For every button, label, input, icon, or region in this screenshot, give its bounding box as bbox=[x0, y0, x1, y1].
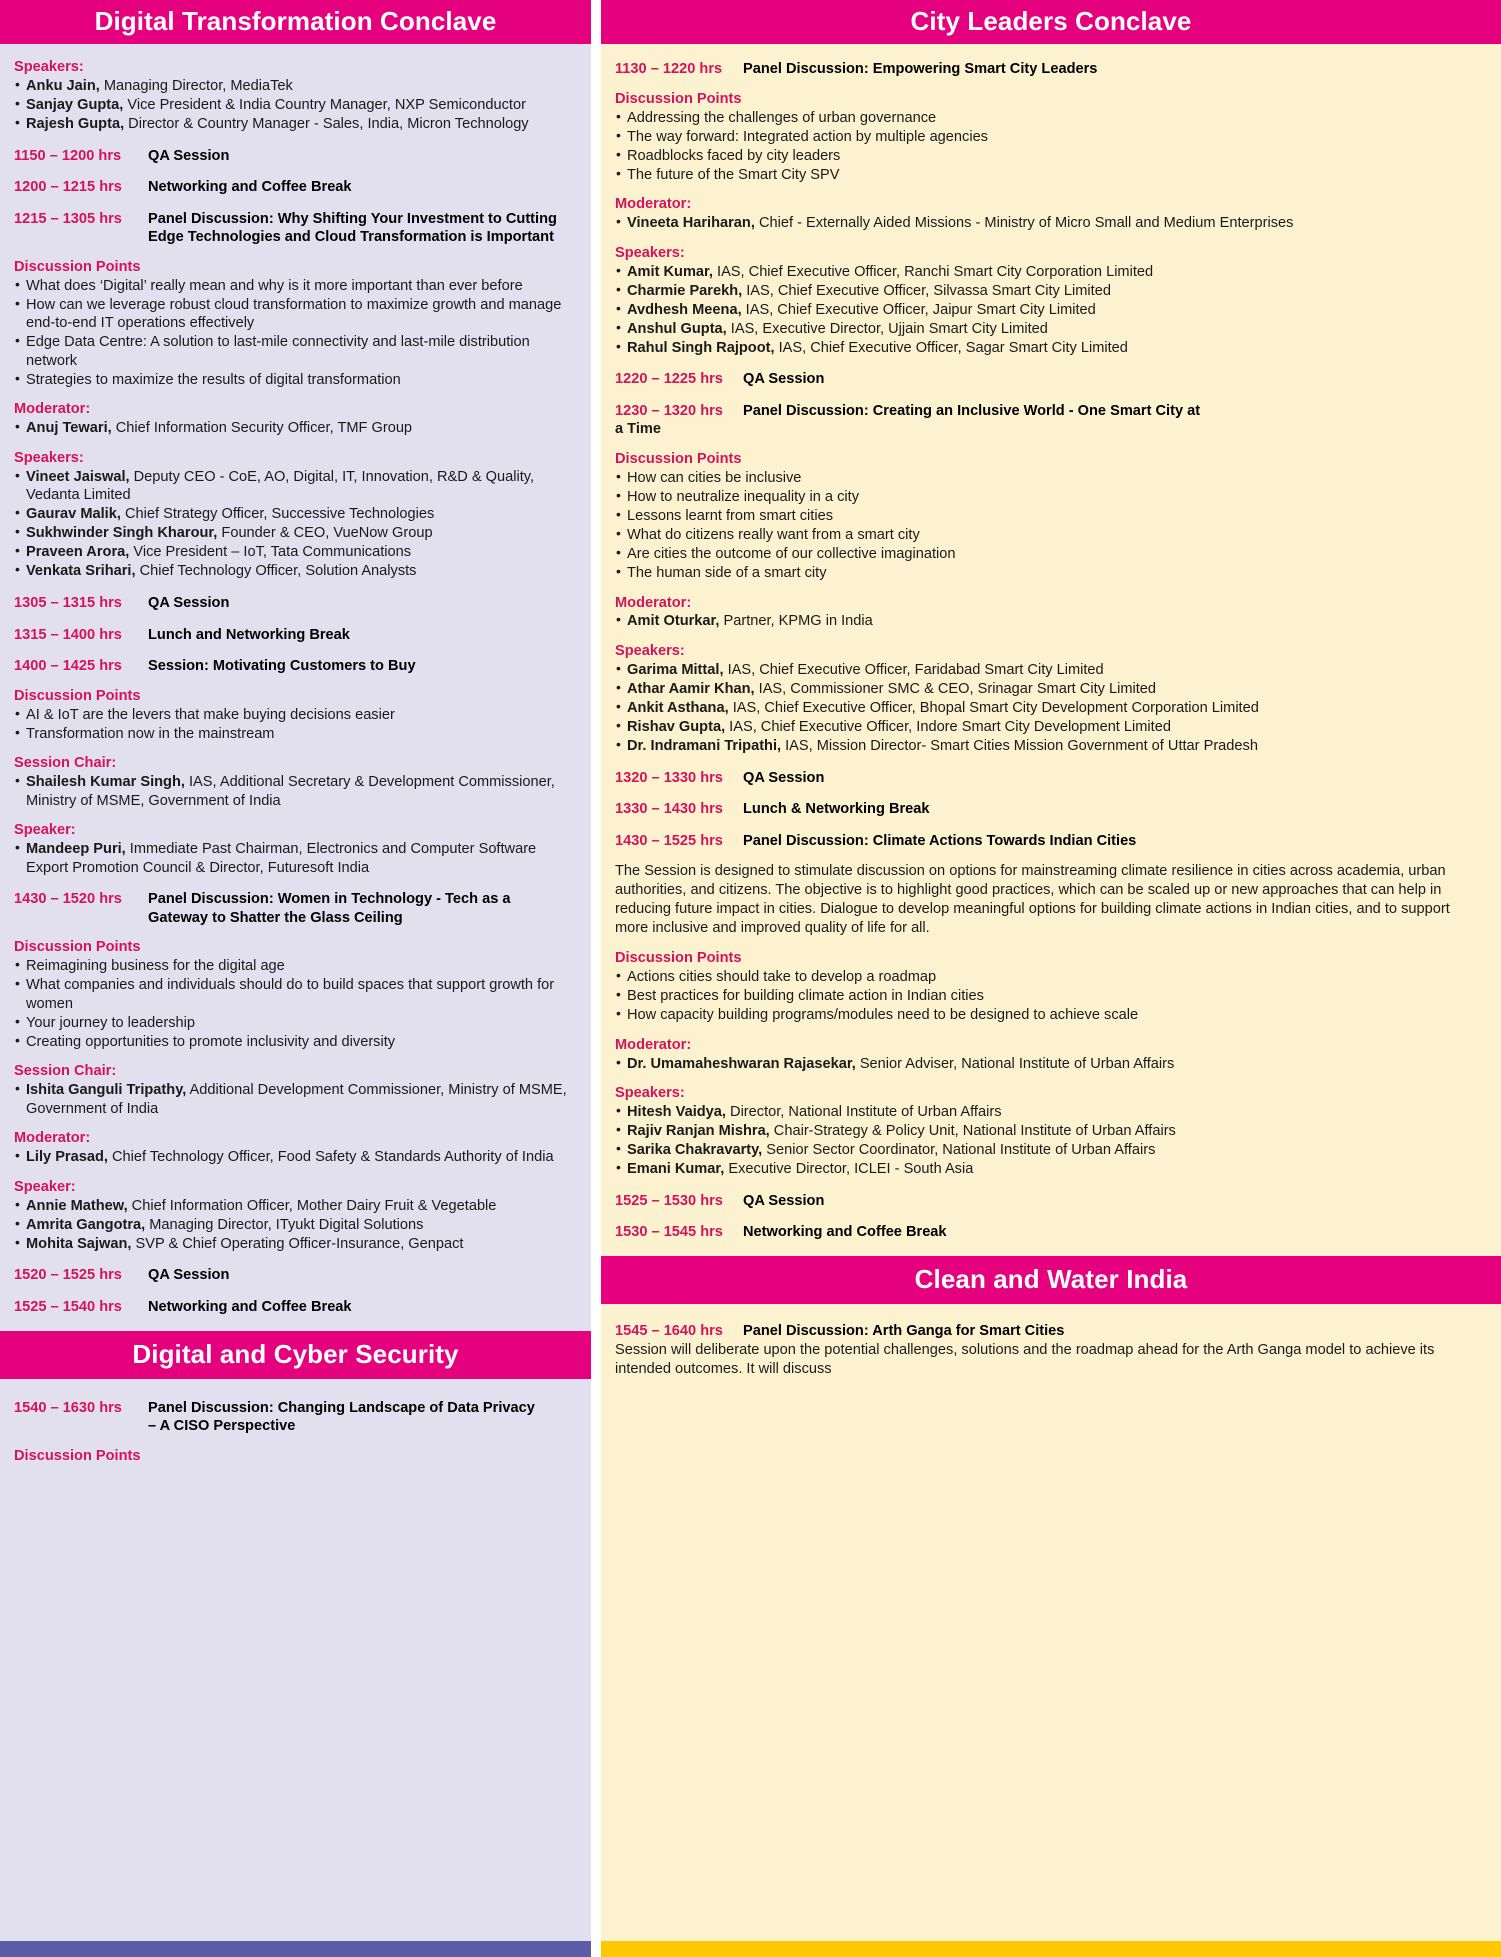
session-chair-list-2 bbox=[14, 1081, 577, 1118]
list-item: • The future of the Smart City SPV bbox=[615, 166, 1487, 185]
banner-digital-and-cyber-security: Digital and Cyber Security bbox=[0, 1331, 591, 1379]
speakers-label: Speakers: bbox=[615, 1085, 685, 1102]
person-name: Lily Prasad, bbox=[26, 1149, 108, 1166]
list-item bbox=[14, 468, 577, 505]
session-time: 1315 – 1400 hrs bbox=[14, 626, 122, 643]
session-title: Networking and Coffee Break bbox=[148, 179, 352, 196]
list-item bbox=[615, 1103, 1487, 1122]
person-role: Partner, KPMG in India bbox=[719, 613, 873, 630]
session-row bbox=[615, 370, 1487, 389]
person-name: Rahul Singh Rajpoot, bbox=[627, 339, 775, 356]
session-row bbox=[14, 1266, 577, 1285]
moderator-list-2 bbox=[615, 612, 1487, 631]
person-role: Immediate Past Chairman, Electronics and Computer Software Export Promotion Council & Director, Futuresoft India bbox=[26, 841, 537, 876]
session-description: The Session is designed to stimulate discussion on options for mainstreaming climate resilience in cities across academia, urban authorities, and citizens. The objective is to highlight good practices, which can be scaled up or new approaches that can help in reducing future impact in cities. Dialogue to develop meaningful options for building climate actions in Indian cities, and to support more inclusive and improved quality of life for all. bbox=[615, 863, 1450, 937]
banner-city-leaders-conclave: City Leaders Conclave bbox=[601, 0, 1501, 44]
list-item bbox=[14, 1081, 577, 1118]
moderator-label: Moderator: bbox=[615, 594, 692, 611]
clean-and-water-india-panel bbox=[601, 1304, 1501, 1941]
speakers-list-4 bbox=[14, 1197, 577, 1254]
discussion-points-list-3 bbox=[615, 968, 1487, 1025]
list-item bbox=[615, 737, 1487, 756]
digital-transformation-panel bbox=[0, 44, 591, 1331]
list-item bbox=[14, 1148, 577, 1167]
moderator-label: Moderator: bbox=[14, 401, 91, 418]
session-time: 1330 – 1430 hrs bbox=[615, 801, 723, 818]
list-item: • AI & IoT are the levers that make buying decisions easier bbox=[14, 706, 577, 725]
list-item bbox=[615, 699, 1487, 718]
list-item bbox=[14, 96, 577, 115]
session-time: 1430 – 1525 hrs bbox=[615, 832, 723, 849]
session-row bbox=[14, 626, 577, 645]
person-role: IAS, Commissioner SMC & CEO, Srinagar Smart City Limited bbox=[754, 681, 1157, 697]
moderator-label: Moderator: bbox=[14, 1130, 91, 1147]
person-name: Athar Aamir Khan, bbox=[627, 681, 755, 697]
session-title: QA Session bbox=[743, 769, 825, 786]
person-name: Anku Jain, bbox=[26, 77, 100, 94]
session-description: Session will deliberate upon the potential challenges, solutions and the roadmap ahead for the Arth Ganga model to achieve its intended outcomes. It will discuss bbox=[615, 1342, 1435, 1378]
list-item: • Actions cities should take to develop a roadmap bbox=[615, 968, 1487, 987]
list-item bbox=[14, 419, 577, 438]
list-item: • Your journey to leadership bbox=[14, 1014, 577, 1033]
city-leaders-conclave-panel bbox=[601, 44, 1501, 1256]
speaker-label: Speaker: bbox=[14, 822, 76, 839]
list-item bbox=[14, 562, 577, 581]
session-time: 1400 – 1425 hrs bbox=[14, 658, 122, 675]
session-row bbox=[615, 1223, 1487, 1242]
session-row bbox=[14, 1399, 577, 1436]
list-item: • What do citizens really want from a smart city bbox=[615, 526, 1487, 545]
session-chair-label: Session Chair: bbox=[14, 1063, 117, 1080]
session-chair-label: Session Chair: bbox=[14, 755, 117, 772]
list-item bbox=[14, 773, 577, 810]
list-item bbox=[615, 1055, 1487, 1074]
list-item: • Edge Data Centre: A solution to last-mile connectivity and last-mile distribution network bbox=[14, 333, 577, 370]
right-column bbox=[601, 0, 1501, 1957]
session-time: 1525 – 1530 hrs bbox=[615, 1192, 723, 1209]
session-row bbox=[615, 832, 1487, 851]
session-title bbox=[138, 1399, 535, 1436]
list-item bbox=[14, 1216, 577, 1235]
session-time: 1320 – 1330 hrs bbox=[615, 769, 723, 786]
list-item bbox=[615, 282, 1487, 301]
person-name: Rajiv Ranjan Mishra, bbox=[627, 1123, 770, 1140]
session-row bbox=[615, 769, 1487, 788]
person-name: Charmie Parekh, bbox=[627, 282, 743, 299]
person-name: Mohita Sajwan, bbox=[26, 1235, 132, 1252]
person-name: Sukhwinder Singh Kharour, bbox=[26, 525, 218, 542]
list-item bbox=[14, 77, 577, 96]
session-row bbox=[615, 1322, 1487, 1341]
speakers-label: Speakers: bbox=[615, 643, 685, 659]
session-time: 1520 – 1525 hrs bbox=[14, 1267, 122, 1284]
discussion-points-list-3 bbox=[14, 957, 577, 1051]
list-item bbox=[14, 840, 577, 877]
person-role: Chief Information Security Officer, TMF Group bbox=[111, 420, 413, 437]
person-role: IAS, Chief Executive Officer, Silvassa Smart City Limited bbox=[742, 282, 1111, 299]
list-item bbox=[14, 505, 577, 524]
person-name: Hitesh Vaidya, bbox=[627, 1104, 726, 1121]
list-item bbox=[615, 1141, 1487, 1160]
list-item bbox=[14, 1197, 577, 1216]
speakers-list-1 bbox=[615, 263, 1487, 358]
session-row bbox=[14, 890, 577, 927]
person-name: Anshul Gupta, bbox=[627, 320, 727, 337]
session-title: Lunch & Networking Break bbox=[743, 801, 930, 818]
person-role: IAS, Chief Executive Officer, Bhopal Smart City Development Corporation Limited bbox=[728, 700, 1259, 717]
left-column bbox=[0, 0, 591, 1957]
session-time: 1545 – 1640 hrs bbox=[615, 1322, 723, 1339]
speakers-list-3 bbox=[14, 840, 577, 877]
session-time: 1130 – 1220 hrs bbox=[615, 61, 723, 77]
list-item bbox=[615, 263, 1487, 282]
digital-cyber-security-panel bbox=[0, 1379, 591, 1941]
list-item bbox=[615, 339, 1487, 358]
session-title-line1: Panel Discussion: Changing Landscape of Data Privacy bbox=[148, 1399, 535, 1416]
session-title-line2: Gateway to Shatter the Glass Ceiling bbox=[148, 909, 403, 926]
session-time: 1430 – 1520 hrs bbox=[14, 891, 122, 908]
speakers-label: Speakers: bbox=[615, 244, 685, 261]
list-item: • How to neutralize inequality in a city bbox=[615, 488, 1487, 507]
list-item: • Addressing the challenges of urban governance bbox=[615, 109, 1487, 128]
person-name: Emani Kumar, bbox=[627, 1161, 725, 1178]
person-name: Vineet Jaiswal, bbox=[26, 468, 130, 485]
session-time: 1215 – 1305 hrs bbox=[14, 210, 122, 227]
right-footer-strip bbox=[601, 1941, 1501, 1957]
session-row bbox=[615, 402, 1487, 421]
session-title-line1: Panel Discussion: Creating an Inclusive World - One Smart City at bbox=[743, 402, 1201, 419]
list-item bbox=[14, 524, 577, 543]
list-item: • Transformation now in the mainstream bbox=[14, 725, 577, 744]
speakers-list-2 bbox=[615, 661, 1487, 756]
list-item bbox=[615, 214, 1487, 233]
session-row bbox=[615, 800, 1487, 819]
session-title: Panel Discussion: Arth Ganga for Smart Cities bbox=[743, 1322, 1065, 1339]
person-role: Founder & CEO, VueNow Group bbox=[217, 525, 433, 542]
session-title bbox=[138, 210, 557, 247]
person-name: Dr. Indramani Tripathi, bbox=[627, 738, 782, 755]
list-item bbox=[14, 115, 577, 134]
person-role: IAS, Additional Secretary & Development Commissioner, Ministry of MSME, Government of India bbox=[26, 774, 555, 809]
discussion-points-label: Discussion Points bbox=[615, 450, 742, 467]
person-name: Venkata Srihari, bbox=[26, 563, 136, 580]
moderator-list-2 bbox=[14, 1148, 577, 1167]
list-item: • The human side of a smart city bbox=[615, 564, 1487, 583]
session-row bbox=[14, 1298, 577, 1317]
person-name: Ishita Ganguli Tripathy, bbox=[26, 1082, 187, 1099]
person-name: Amrita Gangotra, bbox=[26, 1216, 146, 1233]
person-role: Chair-Strategy & Policy Unit, National Institute of Urban Affairs bbox=[769, 1123, 1176, 1140]
session-row bbox=[14, 178, 577, 197]
person-role: Managing Director, MediaTek bbox=[99, 77, 293, 94]
speakers-list-2 bbox=[14, 468, 577, 581]
session-title-line1: Panel Discussion: Why Shifting Your Investment to Cutting bbox=[148, 210, 557, 227]
list-item: • The way forward: Integrated action by multiple agencies bbox=[615, 128, 1487, 147]
list-item: • Are cities the outcome of our collective imagination bbox=[615, 545, 1487, 564]
person-name: Vineeta Hariharan, bbox=[627, 215, 755, 232]
person-name: Sarika Chakravarty, bbox=[627, 1142, 763, 1159]
session-title: QA Session bbox=[148, 147, 230, 164]
person-name: Rajesh Gupta, bbox=[26, 116, 125, 133]
discussion-points-label: Discussion Points bbox=[615, 90, 742, 107]
person-role: Additional Development Commissioner, Ministry of MSME, Government of India bbox=[26, 1082, 567, 1117]
session-title: QA Session bbox=[743, 371, 825, 388]
person-role: Chief Technology Officer, Food Safety & Standards Authority of India bbox=[107, 1149, 554, 1166]
list-item bbox=[615, 320, 1487, 339]
session-time: 1200 – 1215 hrs bbox=[14, 179, 122, 196]
session-chair-list-1 bbox=[14, 773, 577, 810]
session-row bbox=[14, 210, 577, 247]
session-title: QA Session bbox=[148, 595, 230, 611]
list-item bbox=[615, 680, 1487, 699]
list-item bbox=[615, 612, 1487, 631]
list-item bbox=[615, 1160, 1487, 1179]
discussion-points-list-1 bbox=[14, 277, 577, 390]
person-role: IAS, Chief Executive Officer, Indore Smart City Development Limited bbox=[725, 719, 1171, 736]
session-row bbox=[14, 147, 577, 166]
session-time: 1530 – 1545 hrs bbox=[615, 1224, 723, 1241]
banner-clean-and-water-india: Clean and Water India bbox=[601, 1256, 1501, 1304]
person-role: Vice President – IoT, Tata Communications bbox=[129, 544, 412, 561]
session-title: Networking and Coffee Break bbox=[743, 1224, 947, 1241]
moderator-label: Moderator: bbox=[615, 1036, 692, 1053]
discussion-points-label: Discussion Points bbox=[14, 687, 141, 704]
list-item: • What companies and individuals should do to build spaces that support growth for women bbox=[14, 976, 577, 1013]
session-title: QA Session bbox=[148, 1267, 230, 1284]
person-role: Senior Adviser, National Institute of Urban Affairs bbox=[855, 1055, 1175, 1072]
speakers-list-3 bbox=[615, 1103, 1487, 1179]
person-role: IAS, Chief Executive Officer, Jaipur Smart City Limited bbox=[741, 301, 1096, 318]
person-role: Director, National Institute of Urban Affairs bbox=[725, 1104, 1002, 1121]
person-name: Anuj Tewari, bbox=[26, 420, 112, 437]
person-role: IAS, Chief Executive Officer, Ranchi Smart City Corporation Limited bbox=[712, 263, 1154, 280]
person-name: Dr. Umamaheshwaran Rajasekar, bbox=[627, 1055, 856, 1072]
person-role: Executive Director, ICLEI - South Asia bbox=[724, 1161, 974, 1178]
session-title: Lunch and Networking Break bbox=[148, 626, 350, 643]
discussion-points-list-2 bbox=[615, 469, 1487, 583]
discussion-points-label: Discussion Points bbox=[14, 939, 141, 956]
speakers-label: Speakers: bbox=[14, 59, 84, 75]
person-role: Director & Country Manager - Sales, India, Micron Technology bbox=[124, 116, 529, 133]
session-time: 1150 – 1200 hrs bbox=[14, 147, 122, 164]
person-name: Ankit Asthana, bbox=[627, 700, 729, 717]
discussion-points-label: Discussion Points bbox=[615, 950, 742, 967]
session-title-line2: Edge Technologies and Cloud Transformation is Important bbox=[148, 229, 554, 246]
session-time: 1305 – 1315 hrs bbox=[14, 595, 122, 611]
moderator-list-3 bbox=[615, 1055, 1487, 1074]
session-row bbox=[615, 60, 1487, 79]
list-item bbox=[14, 543, 577, 562]
session-row bbox=[14, 594, 577, 613]
person-role: Vice President & India Country Manager, NXP Semiconductor bbox=[123, 97, 526, 113]
session-title-line2: – A CISO Perspective bbox=[148, 1418, 296, 1435]
session-title: Panel Discussion: Climate Actions Towards Indian Cities bbox=[743, 832, 1137, 849]
session-time: 1540 – 1630 hrs bbox=[14, 1399, 122, 1416]
person-role: IAS, Chief Executive Officer, Faridabad Smart City Limited bbox=[723, 661, 1104, 678]
session-time: 1220 – 1225 hrs bbox=[615, 371, 723, 388]
list-item bbox=[615, 301, 1487, 320]
list-item: • Roadblocks faced by city leaders bbox=[615, 147, 1487, 166]
person-name: Avdhesh Meena, bbox=[627, 301, 742, 318]
discussion-points-label: Discussion Points bbox=[14, 1447, 141, 1464]
list-item: • Strategies to maximize the results of digital transformation bbox=[14, 371, 577, 390]
session-time: 1230 – 1320 hrs bbox=[615, 402, 723, 419]
discussion-points-list-1 bbox=[615, 109, 1487, 185]
moderator-list-1 bbox=[14, 419, 577, 438]
person-name: Sanjay Gupta, bbox=[26, 97, 124, 113]
discussion-points-label: Discussion Points bbox=[14, 258, 141, 275]
person-role: Chief Information Officer, Mother Dairy Fruit & Vegetable bbox=[127, 1197, 497, 1214]
list-item: • Reimagining business for the digital age bbox=[14, 957, 577, 976]
list-item: • What does ‘Digital’ really mean and why is it more important than ever before bbox=[14, 277, 577, 296]
person-role: IAS, Mission Director- Smart Cities Mission Government of Uttar Pradesh bbox=[781, 738, 1258, 755]
list-item bbox=[615, 718, 1487, 737]
session-row bbox=[14, 657, 577, 676]
person-role: Chief - Externally Aided Missions - Ministry of Micro Small and Medium Enterprises bbox=[754, 215, 1294, 232]
session-title-line1: Panel Discussion: Women in Technology - Tech as a bbox=[148, 891, 511, 908]
person-role: Managing Director, ITyukt Digital Solutions bbox=[145, 1216, 424, 1233]
person-role: Chief Strategy Officer, Successive Technologies bbox=[120, 506, 435, 523]
person-name: Garima Mittal, bbox=[627, 661, 724, 678]
session-title-line2: a Time bbox=[615, 421, 661, 438]
speakers-list-1 bbox=[14, 77, 577, 134]
person-name: Praveen Arora, bbox=[26, 544, 130, 561]
discussion-points-list-2 bbox=[14, 706, 577, 744]
person-name: Shailesh Kumar Singh, bbox=[26, 774, 185, 791]
list-item: • How can cities be inclusive bbox=[615, 469, 1487, 488]
person-role: SVP & Chief Operating Officer-Insurance, Genpact bbox=[131, 1235, 464, 1252]
list-item bbox=[615, 1122, 1487, 1141]
session-title: QA Session bbox=[743, 1192, 825, 1209]
session-time: 1525 – 1540 hrs bbox=[14, 1299, 122, 1315]
session-row bbox=[615, 1192, 1487, 1211]
person-role: Senior Sector Coordinator, National Institute of Urban Affairs bbox=[762, 1142, 1156, 1159]
speakers-label: Speakers: bbox=[14, 449, 84, 466]
person-role: IAS, Executive Director, Ujjain Smart City Limited bbox=[726, 320, 1048, 337]
person-name: Annie Mathew, bbox=[26, 1197, 128, 1214]
moderator-label: Moderator: bbox=[615, 196, 692, 213]
person-role: IAS, Chief Executive Officer, Sagar Smart City Limited bbox=[774, 339, 1128, 356]
person-name: Amit Kumar, bbox=[627, 263, 713, 280]
speaker-label: Speaker: bbox=[14, 1178, 76, 1195]
banner-digital-transformation-conclave: Digital Transformation Conclave bbox=[0, 0, 591, 44]
person-name: Gaurav Malik, bbox=[26, 506, 121, 523]
person-role: Chief Technology Officer, Solution Analysts bbox=[135, 563, 417, 580]
moderator-list-1 bbox=[615, 214, 1487, 233]
list-item: • Best practices for building climate action in Indian cities bbox=[615, 987, 1487, 1006]
person-name: Rishav Gupta, bbox=[627, 719, 726, 736]
session-title bbox=[733, 402, 1200, 421]
person-name: Amit Oturkar, bbox=[627, 613, 720, 630]
list-item: • Creating opportunities to promote inclusivity and diversity bbox=[14, 1033, 577, 1052]
list-item bbox=[14, 1235, 577, 1254]
list-item: • How capacity building programs/modules need to be designed to achieve scale bbox=[615, 1006, 1487, 1025]
session-title: Networking and Coffee Break bbox=[148, 1299, 352, 1315]
session-title: Session: Motivating Customers to Buy bbox=[148, 658, 416, 675]
person-name: Mandeep Puri, bbox=[26, 841, 126, 858]
left-footer-strip bbox=[0, 1941, 591, 1957]
session-title: Panel Discussion: Empowering Smart City Leaders bbox=[743, 61, 1098, 77]
list-item bbox=[615, 661, 1487, 680]
list-item: • Lessons learnt from smart cities bbox=[615, 507, 1487, 526]
list-item: • How can we leverage robust cloud transformation to maximize growth and manage end-to-end IT operations effectively bbox=[14, 296, 577, 333]
person-role: Deputy CEO - CoE, AO, Digital, IT, Innovation, R&D & Quality, Vedanta Limited bbox=[26, 468, 535, 504]
session-title bbox=[138, 890, 510, 927]
